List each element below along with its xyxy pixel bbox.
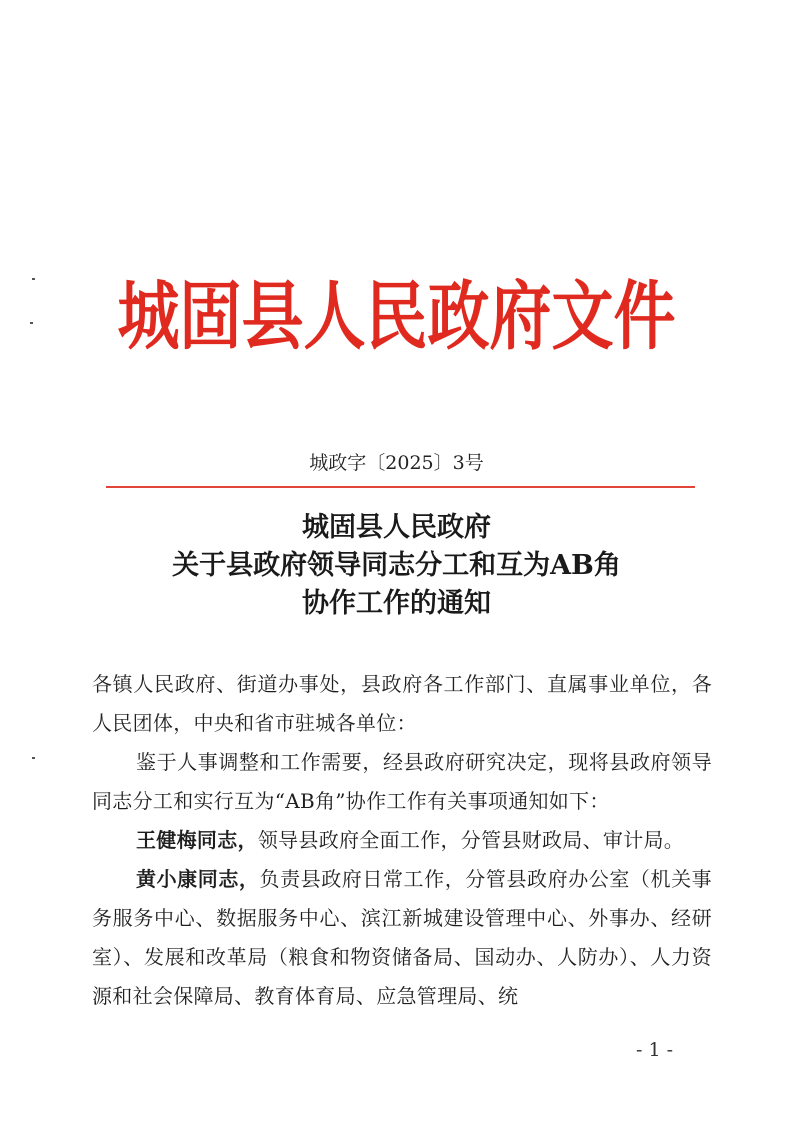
- leader-name: 王健梅同志，: [136, 828, 258, 852]
- leader-name: 黄小康同志，: [136, 867, 260, 891]
- notice-title-line-2: 关于县政府领导同志分工和互为AB角: [172, 550, 621, 581]
- scan-speck: [32, 278, 35, 280]
- notice-title-line-1: 城固县人民政府: [302, 512, 491, 543]
- notice-body: [92, 665, 712, 1016]
- scan-speck: [32, 757, 35, 759]
- duty-paragraph: [92, 860, 712, 1016]
- leader-duties: 领导县政府全面工作，分管县财政局、审计局。: [257, 828, 685, 852]
- document-number: 城政字〔2025〕3号: [309, 452, 484, 474]
- leader-duties: 负责县政府日常工作，分管县政府办公室（机关事务服务中心、数据服务中心、滨江新城建设管理中心、外事办、经研室）、发展和改革局（粮食和物资储备局、国动办、人防办）、人力资源和社会保障局、教育体育局、应急管理局、统: [92, 867, 712, 1008]
- duty-paragraph: [92, 821, 712, 860]
- intro-paragraph: 鉴于人事调整和工作需要，经县政府研究决定，现将县政府领导同志分工和实行互为“AB角”协作工作有关事项通知如下：: [92, 750, 712, 813]
- document-header-title: 城固县人民政府文件: [117, 272, 676, 361]
- salutation: 各镇人民政府、街道办事处，县政府各工作部门、直属事业单位，各人民团体，中央和省市驻城各单位：: [92, 672, 712, 735]
- page-number: - 1 -: [636, 1039, 674, 1061]
- notice-title-line-3: 协作工作的通知: [302, 588, 491, 619]
- scan-speck: [30, 322, 33, 324]
- red-separator-line: [106, 486, 695, 488]
- notice-title: [0, 509, 793, 623]
